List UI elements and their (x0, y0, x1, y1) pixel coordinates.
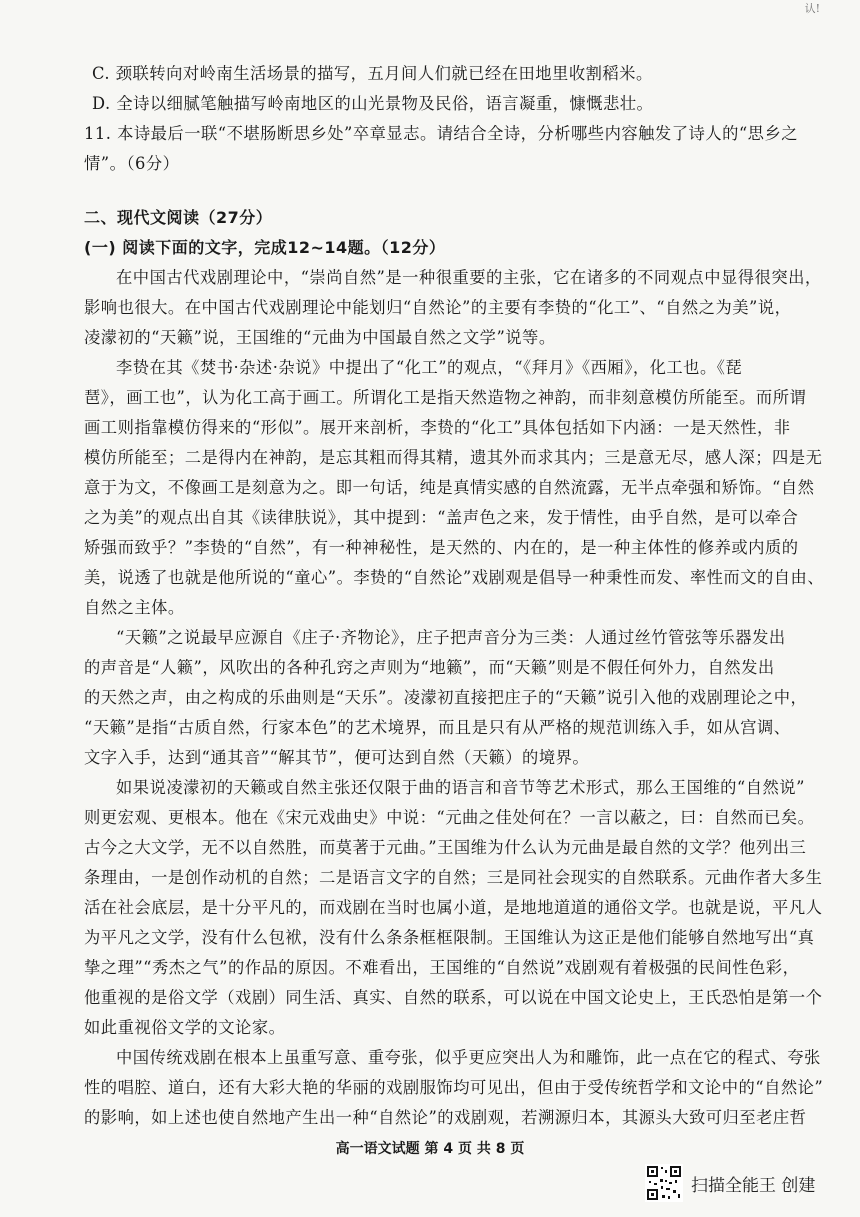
paragraph-line: 性的唱腔、道白，还有大彩大艳的华丽的戏剧服饰均可见出，但由于受传统哲学和文论中的“自然论” (84, 1078, 824, 1097)
paragraph-line: 文字入手，达到“通其音”“解其节”，便可达到自然（天籁）的境界。 (84, 748, 590, 767)
paragraph-line: 中国传统戏剧在根本上虽重写意、重夸张，似乎更应突出人为和雕饰，此一点在它的程式、夸张 (116, 1048, 821, 1067)
paragraph-line: 意于为文，不像画工是刻意为之。即一句话，纯是真情实感的自然流露，无半点牵强和矫饰。“自然 (84, 478, 815, 497)
paragraph-line: 的天然之声，由之构成的乐曲则是“天乐”。凌濛初直接把庄子的“天籁”说引入他的戏剧理论之中， (84, 688, 808, 707)
paragraph-line: 自然之主体。 (84, 598, 185, 617)
subsection-heading: (一) 阅读下面的文字，完成12~14题。（12分） (84, 238, 446, 257)
paragraph-line: 矫强而致乎？”李贽的“自然”，有一种神秘性，是天然的、内在的，是一种主体性的修养或内质的 (84, 538, 799, 557)
paragraph-line: 美，说透了也就是他所说的“童心”。李贽的“自然论”戏剧观是倡导一种秉性而发、率性而文的自由、 (84, 568, 825, 587)
paragraph-line: 挚之理”“秀杰之气”的作品的原因。不难看出，王国维的“自然说”戏剧观有着极强的民间性色彩， (84, 958, 800, 977)
paragraph-line: 他重视的是俗文学（戏剧）同生活、真实、自然的联系，可以说在中国文论史上，王氏恐怕是第一个 (84, 988, 823, 1007)
paragraph-line: 的声音是“人籁”，风吹出的各种孔窍之声则为“地籁”，而“天籁”则是不假任何外力，自然发出 (84, 658, 775, 677)
paragraph-line: 如此重视俗文学的文论家。 (84, 1018, 286, 1037)
paragraph-line: 凌濛初的“天籁”说，王国维的“元曲为中国最自然之文学”说等。 (84, 328, 556, 347)
paragraph-line: “天籁”之说最早应源自《庄子·齐物论》，庄子把声音分为三类：人通过丝竹管弦等乐器发出 (116, 628, 786, 647)
paragraph-line: 在中国古代戏剧理论中，“崇尚自然”是一种很重要的主张，它在诸多的不同观点中显得很突出， (116, 268, 822, 287)
paragraph-line: 之为美”的观点出自其《读律肤说》，其中提到：“盖声色之来，发于情性，由乎自然，是可以牵合 (84, 508, 799, 527)
corner-mark: 认! (804, 2, 820, 15)
paragraph-line: 影响也很大。在中国古代戏剧理论中能划归“自然论”的主要有李贽的“化工”、“自然之为美”说， (84, 298, 792, 317)
qr-code-icon (645, 1164, 683, 1202)
paragraph-line: 的影响，如上述也使自然地产生出一种“自然论”的戏剧观，若溯源归本，其源头大致可归至老庄哲 (84, 1108, 807, 1127)
scanner-label: 扫描全能王 创建 (691, 1175, 816, 1196)
question-11-line-1: 11. 本诗最后一联“不堪肠断思乡处”卒章显志。请结合全诗，分析哪些内容触发了诗人的“思乡之 (84, 124, 799, 143)
option-d: D. 全诗以细腻笔触描写岭南地区的山光景物及民俗，语言凝重，慷慨悲壮。 (92, 94, 654, 113)
paragraph-line: 则更宏观、更根本。他在《宋元戏曲史》中说：“元曲之佳处何在？一言以蔽之，曰：自然而已矣。 (84, 808, 815, 827)
paragraph-line: 古今之大文学，无不以自然胜，而莫著于元曲。”王国维为什么认为元曲是最自然的文学？他列出三 (84, 838, 807, 857)
option-c: C. 颈联转向对岭南生活场景的描写，五月间人们就已经在田地里收割稻米。 (92, 64, 653, 83)
paragraph-line: 画工则指靠模仿得来的“形似”。展开来剖析，李贽的“化工”具体包括如下内涵：一是天然性，非 (84, 418, 791, 437)
section-heading: 二、现代文阅读（27分） (84, 208, 273, 227)
paragraph-line: 条理由，一是创作动机的自然；二是语言文字的自然；三是同社会现实的自然联系。元曲作者大多生 (84, 868, 823, 887)
question-11-line-2: 情”。（6分） (84, 154, 180, 173)
paragraph-line: 为平凡之文学，没有什么包袱，没有什么条条框框限制。王国维认为这正是他们能够自然地写出“真 (84, 928, 815, 947)
paragraph-line: “天籁”是指“古质自然，行家本色”的艺术境界，而且是只有从严格的规范训练入手，如从宫调、 (84, 718, 791, 737)
paragraph-line: 李贽在其《焚书·杂述·杂说》中提出了“化工”的观点，“《拜月》《西厢》，化工也。《琵 (116, 358, 743, 377)
paragraph-line: 活在社会底层，是十分平凡的，而戏剧在当时也属小道，是地地道道的通俗文学。也就是说，平凡人 (84, 898, 823, 917)
paragraph-line: 如果说凌濛初的天籁或自然主张还仅限于曲的语言和音节等艺术形式，那么王国维的“自然说” (116, 778, 805, 797)
paragraph-line: 模仿所能至；二是得内在神韵，是忘其粗而得其精，遗其外而求其内；三是意无尽，感人深；四是无 (84, 448, 823, 467)
page-footer: 高一语文试题 第 4 页 共 8 页 (335, 1141, 525, 1157)
scanner-watermark (645, 1163, 815, 1203)
paragraph-line: 琶》，画工也”，认为化工高于画工。所谓化工是指天然造物之神韵，而非刻意模仿所能至。而所谓 (84, 388, 807, 407)
